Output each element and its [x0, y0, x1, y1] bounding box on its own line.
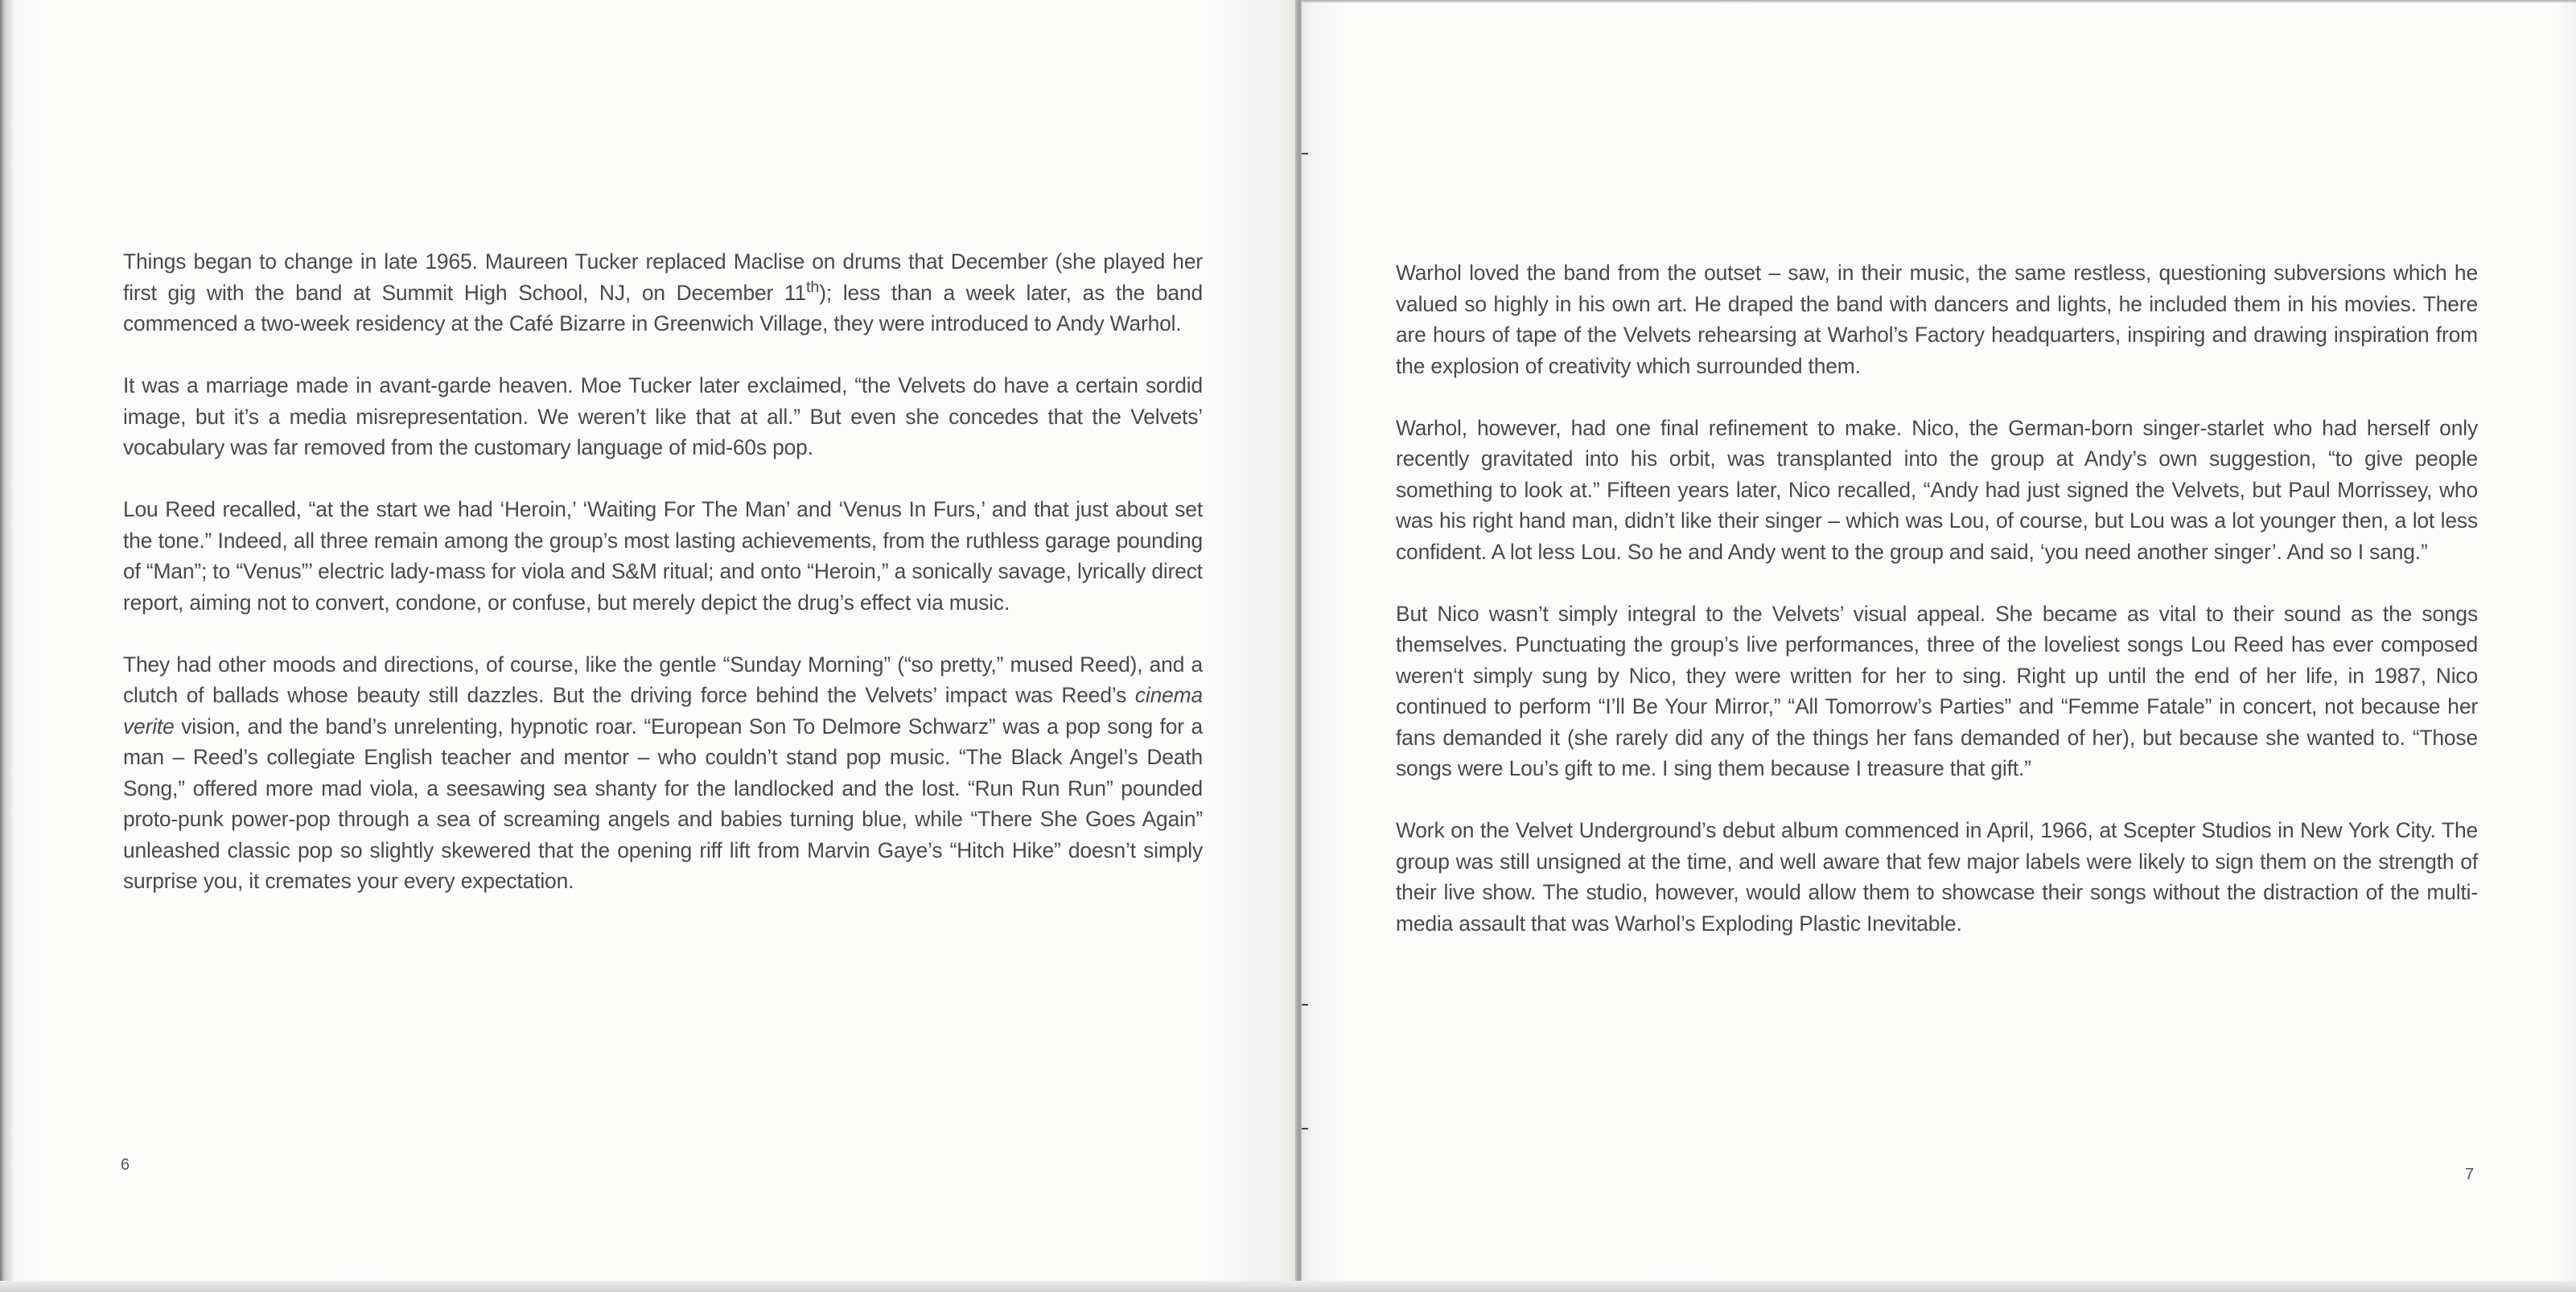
page-number-left: 6	[121, 1156, 130, 1174]
left-paragraph-4-text: They had other moods and directions, of course, like the gentle “Sunday Morning” (“so pretty,” mused Reed), and a clutch of ballads whose beauty still dazzles. But the driving force behind the Velvets’ impact was Reed’s	[123, 652, 1203, 707]
ordinal-suffix: th	[806, 278, 820, 296]
left-paragraph-1-text: Things began to change in late 1965. Maureen Tucker replaced Maclise on drums that December (she played her first gig with the band at Summit High School, NJ, on December 11	[123, 249, 1203, 305]
page-number-right: 7	[2465, 1166, 2475, 1183]
right-page-text	[1396, 257, 2478, 970]
fold-mark	[1302, 153, 1308, 154]
italic-phrase: cinema verite	[123, 683, 1203, 739]
right-paragraph-1: Warhol loved the band from the outset – saw, in their music, the same restless, questioning subversions which he valued so highly in his own art. He draped the band with dancers and lights, he included them in his movies. There are hours of tape of the Velvets rehearsing at Warhol’s Factory headquarters, inspiring and drawing inspiration from the explosion of creativity which surrounded them.	[1396, 261, 2478, 378]
fold-mark	[1302, 1004, 1308, 1006]
left-paragraph-4	[123, 649, 1203, 897]
bottom-edge	[0, 1281, 2576, 1292]
left-paragraph-1-text-cont: ); less than a week later, as the band commenced a two-week residency at the Café Bizarre in Greenwich Village, they were introduced to Andy Warhol.	[123, 280, 1204, 335]
left-paragraph-1	[123, 246, 1203, 339]
fold-mark	[1302, 1128, 1308, 1129]
left-paragraph-2: It was a marriage made in avant-garde heaven. Moe Tucker later exclaimed, “the Velvets do have a certain sordid image, but it’s a media misrepresentation. We weren’t like that at all.” But even she concedes that the Velvets’ vocabulary was far removed from the customary language of mid-60s pop.	[123, 373, 1203, 459]
left-paragraph-4-text-cont: vision, and the band’s unrelenting, hypnotic roar. “European Son To Delmore Schwarz” was a pop song for a man – Reed’s collegiate English teacher and mentor – who couldn’t stand pop music. “The Black Angel’s Death Song,” offered more mad viola, a seesawing sea shanty for the landlocked and the lost. “Run Run Run” pounded proto-punk power-pop through a sea of screaming angels and babies turning blue, while “There She Goes Again” unleashed classic pop so slightly skewered that the opening riff lift from Marvin Gaye’s “Hitch Hike” doesn’t simply surprise you, it cremates your every expectation.	[123, 714, 1203, 893]
right-page	[1302, 0, 2576, 1292]
right-paragraph-3: But Nico wasn’t simply integral to the Velvets’ visual appeal. She became as vital to their sound as the songs themselves. Punctuating the group’s live performances, three of the loveliest songs Lou Reed has ever composed weren‘t simply sung by Nico, they were written for her to sing. Right up until the end of her life, in 1987, Nico continued to perform “I’ll Be Your Mirror,” “All Tomorrow’s Parties” and “Femme Fatale” in concert, not because her fans demanded it (she rarely did any of the things her fans demanded of her), but because she wanted to. “Those songs were Lou’s gift to me. I sing them because I treasure that gift.”	[1396, 601, 2478, 780]
right-paragraph-4: Work on the Velvet Underground’s debut album commenced in April, 1966, at Scepter Studios in New York City. The group was still unsigned at the time, and well aware that few major labels were likely to sign them on the strength of their live show. The studio, however, would allow them to showcase their songs without the distraction of the multi-media assault that was Warhol’s Exploding Plastic Inevitable.	[1396, 818, 2478, 936]
left-paragraph-3: Lou Reed recalled, “at the start we had ‘Heroin,’ ‘Waiting For The Man’ and ‘Venus In Furs,’ and that just about set the tone.” Indeed, all three remain among the group’s most lasting achievements, from the ruthless garage pounding of “Man”; to “Venus”’ electric lady-mass for viola and S&M ritual; and onto “Heroin,” a sonically savage, lyrically direct report, aiming not to convert, condone, or confuse, but merely depict the drug’s effect via music.	[123, 497, 1203, 615]
right-paragraph-2: Warhol, however, had one final refinement to make. Nico, the German-born singer-starlet who had herself only recently gravitated into his orbit, was transplanted into the group at Andy’s own suggestion, “to give people something to look at.” Fifteen years later, Nico recalled, “Andy had just signed the Velvets, but Paul Morrissey, who was his right hand man, didn’t like their singer – which was Lou, of course, but Lou was a lot younger then, a lot less confident. A lot less Lou. So he and Andy went to the group and said, ‘you need another singer’. And so I sang.”	[1396, 415, 2478, 564]
top-edge-shadow	[1302, 0, 2576, 3]
left-page-text	[123, 246, 1203, 928]
